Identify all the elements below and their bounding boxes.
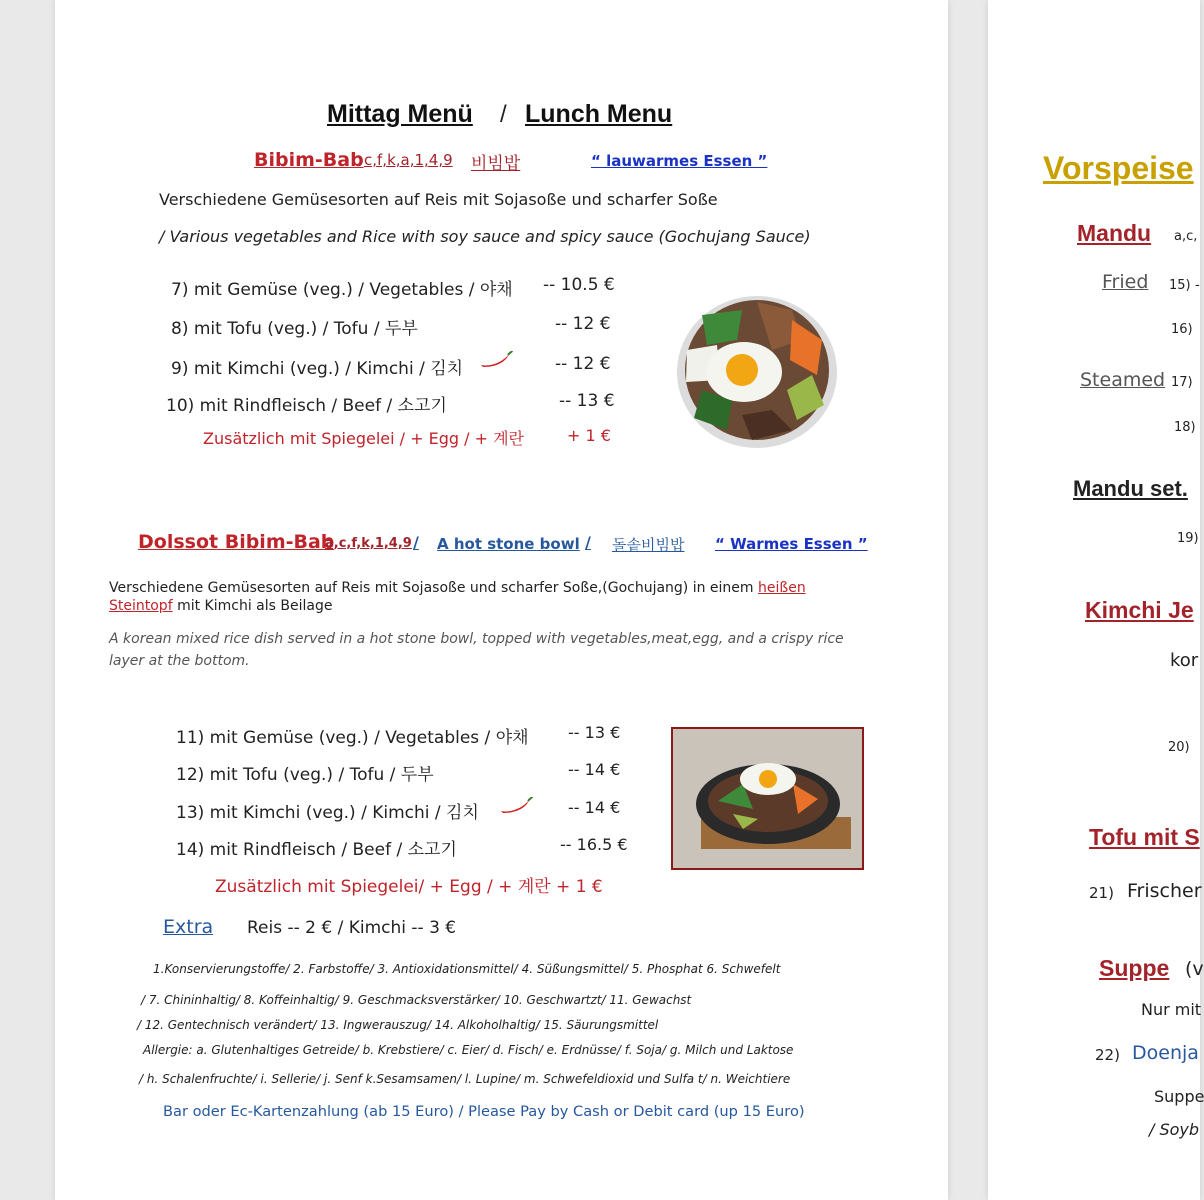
item-21: 21) <box>1089 884 1114 902</box>
menu-item-7: 7) mit Gemüse (veg.) / Vegetables / 야채 <box>171 280 513 300</box>
menu-page <box>55 0 948 1200</box>
section2-separator-1: / <box>413 533 419 552</box>
extra-egg-1-price: + 1 € <box>567 426 611 445</box>
menu-item-7-price: -- 10.5 € <box>543 275 615 295</box>
item-18: 18) <box>1174 420 1196 435</box>
extra-items: Reis -- 2 € / Kimchi -- 3 € <box>247 918 457 938</box>
menu-item-11-price: -- 13 € <box>568 723 621 742</box>
menu-item-8: 8) mit Tofu (veg.) / Tofu / 두부 <box>171 319 418 339</box>
section2-description-de <box>109 580 806 596</box>
section2-codes: a,c,f,k,1,4,9 <box>325 536 412 551</box>
soyb-text: / Soyb <box>1149 1120 1200 1139</box>
menu-item-8-price: -- 12 € <box>555 314 611 334</box>
menu-item-10-price: -- 13 € <box>559 391 615 411</box>
steamed-label: Steamed <box>1080 369 1166 391</box>
section1-name: Bibim-Bab <box>254 149 364 171</box>
title-en: Lunch Menu <box>525 100 673 128</box>
extra-label: Extra <box>163 916 214 938</box>
item-17: 17) <box>1171 375 1193 390</box>
section2-description-de-line2 <box>109 598 332 614</box>
stone-bowl-photo <box>671 727 864 870</box>
section1-description-de: Verschiedene Gemüsesorten auf Reis mit Sojasoße und scharfer Soße <box>159 190 718 209</box>
item-15: 15) <box>1169 278 1191 293</box>
bibimbap-bowl-photo <box>672 290 842 450</box>
menu-item-9-price: -- 12 € <box>555 354 611 374</box>
menu-item-14-price: -- 16.5 € <box>560 835 628 854</box>
menu-item-9: 9) mit Kimchi (veg.) / Kimchi / 김치 <box>171 359 464 379</box>
allergen-line-1: 1.Konservierungstoffe/ 2. Farbstoffe/ 3. Antioxidationsmittel/ 4. Süßungsmittel/ 5. Phosphat 6. Schwefelt <box>153 962 781 976</box>
menu-item-13: 13) mit Kimchi (veg.) / Kimchi / 김치 <box>176 803 479 823</box>
chili-pepper-icon <box>479 350 513 370</box>
suppe-paren: (v <box>1185 958 1204 980</box>
allergen-line-5: / h. Schalenfruchte/ i. Sellerie/ j. Senf k.Sesamsamen/ l. Lupine/ m. Schwefeldioxid und Sulfa t/ n. Weichtiere <box>139 1072 791 1086</box>
payment-note: Bar oder Ec-Kartenzahlung (ab 15 Euro) / Please Pay by Cash or Debit card (up 15 Euro) <box>163 1103 805 1120</box>
allergen-line-3: / 12. Gentechnisch verändert/ 13. Ingwerauszug/ 14. Alkoholhaltig/ 15. Säurungsmittel <box>137 1018 659 1032</box>
allergen-line-2: / 7. Chininhaltig/ 8. Koffeinhaltig/ 9. Geschmacksverstärker/ 10. Geschwartzt/ 11. Gewachst <box>141 993 692 1007</box>
steintopf-link[interactable]: Steintopf <box>109 598 173 614</box>
menu-item-12: 12) mit Tofu (veg.) / Tofu / 두부 <box>176 765 434 785</box>
menu-item-10: 10) mit Rindfleisch / Beef / 소고기 <box>166 396 447 416</box>
section2-description-de-tail: mit Kimchi als Beilage <box>172 598 333 614</box>
nur-mit-text: Nur mit <box>1141 1000 1202 1019</box>
extra-egg-1: Zusätzlich mit Spiegelei / + Egg / + 계란 <box>203 429 524 448</box>
section1-korean: 비빔밥 <box>471 154 521 174</box>
section1-description-en: / Various vegetables and Rice with soy sauce and spicy sauce (Gochujang Sauce) <box>159 227 811 246</box>
section1-codes: c,f,k,a,1,4,9 <box>364 151 453 169</box>
mandu-set-heading: Mandu set. <box>1073 476 1188 501</box>
menu-item-14: 14) mit Rindfleisch / Beef / 소고기 <box>176 840 457 860</box>
section2-english-name: A hot stone bowl <box>437 535 580 553</box>
item-16: 16) <box>1171 322 1193 337</box>
menu-item-11: 11) mit Gemüse (veg.) / Vegetables / 야채 <box>176 728 529 748</box>
vorspeise-heading: Vorspeise <box>1043 150 1194 186</box>
section2-separator-2: / <box>585 533 591 552</box>
item-20: 20) <box>1168 740 1190 755</box>
title-separator: / <box>500 101 507 128</box>
mandu-heading: Mandu <box>1077 220 1152 246</box>
section2-name: Dolssot Bibim-Bab <box>138 531 335 553</box>
menu-item-13-price: -- 14 € <box>568 798 621 817</box>
section2-description-en-1: A korean mixed rice dish served in a hot stone bowl, topped with vegetables,meat,egg, and a crispy rice <box>109 631 844 647</box>
section2-description-en-2: layer at the bottom. <box>109 653 250 669</box>
title-de: Mittag Menü <box>327 100 473 128</box>
extra-egg-2: Zusätzlich mit Spiegelei/ + Egg / + 계란 + 1 € <box>215 877 603 897</box>
item-19: 19) <box>1177 531 1199 546</box>
section2-note: “ Warmes Essen ” <box>715 535 868 553</box>
doenjang-text: Doenja <box>1132 1042 1199 1064</box>
mandu-codes: a,c, <box>1174 229 1198 244</box>
item-22: 22) <box>1095 1046 1120 1064</box>
suppe-heading: Suppe <box>1099 955 1170 981</box>
frischer-text: Frischer <box>1127 880 1202 902</box>
chili-pepper-icon <box>499 796 533 816</box>
suppe-small-text: Suppe <box>1154 1087 1204 1106</box>
menu-item-12-price: -- 14 € <box>568 760 621 779</box>
section2-korean: 돌솥비빔밥 <box>612 536 685 554</box>
kimchi-heading: Kimchi Je <box>1085 597 1194 623</box>
allergen-line-4: Allergie: a. Glutenhaltiges Getreide/ b. Krebstiere/ c. Eier/ d. Fisch/ e. Erdnüsse/ f. Soja/ g. Milch und Laktose <box>143 1043 794 1057</box>
menu-page-2 <box>988 0 1204 1200</box>
section2-description-de-text: Verschiedene Gemüsesorten auf Reis mit Sojasoße und scharfer Soße,(Gochujang) in einem <box>109 580 759 596</box>
kor-text: kor <box>1170 650 1199 671</box>
tofu-heading: Tofu mit S <box>1089 824 1200 850</box>
section1-note: “ lauwarmes Essen ” <box>591 152 768 170</box>
heissen-link[interactable]: heißen <box>758 580 806 596</box>
item-15-dash: - <box>1195 278 1200 293</box>
fried-label: Fried <box>1102 271 1149 293</box>
